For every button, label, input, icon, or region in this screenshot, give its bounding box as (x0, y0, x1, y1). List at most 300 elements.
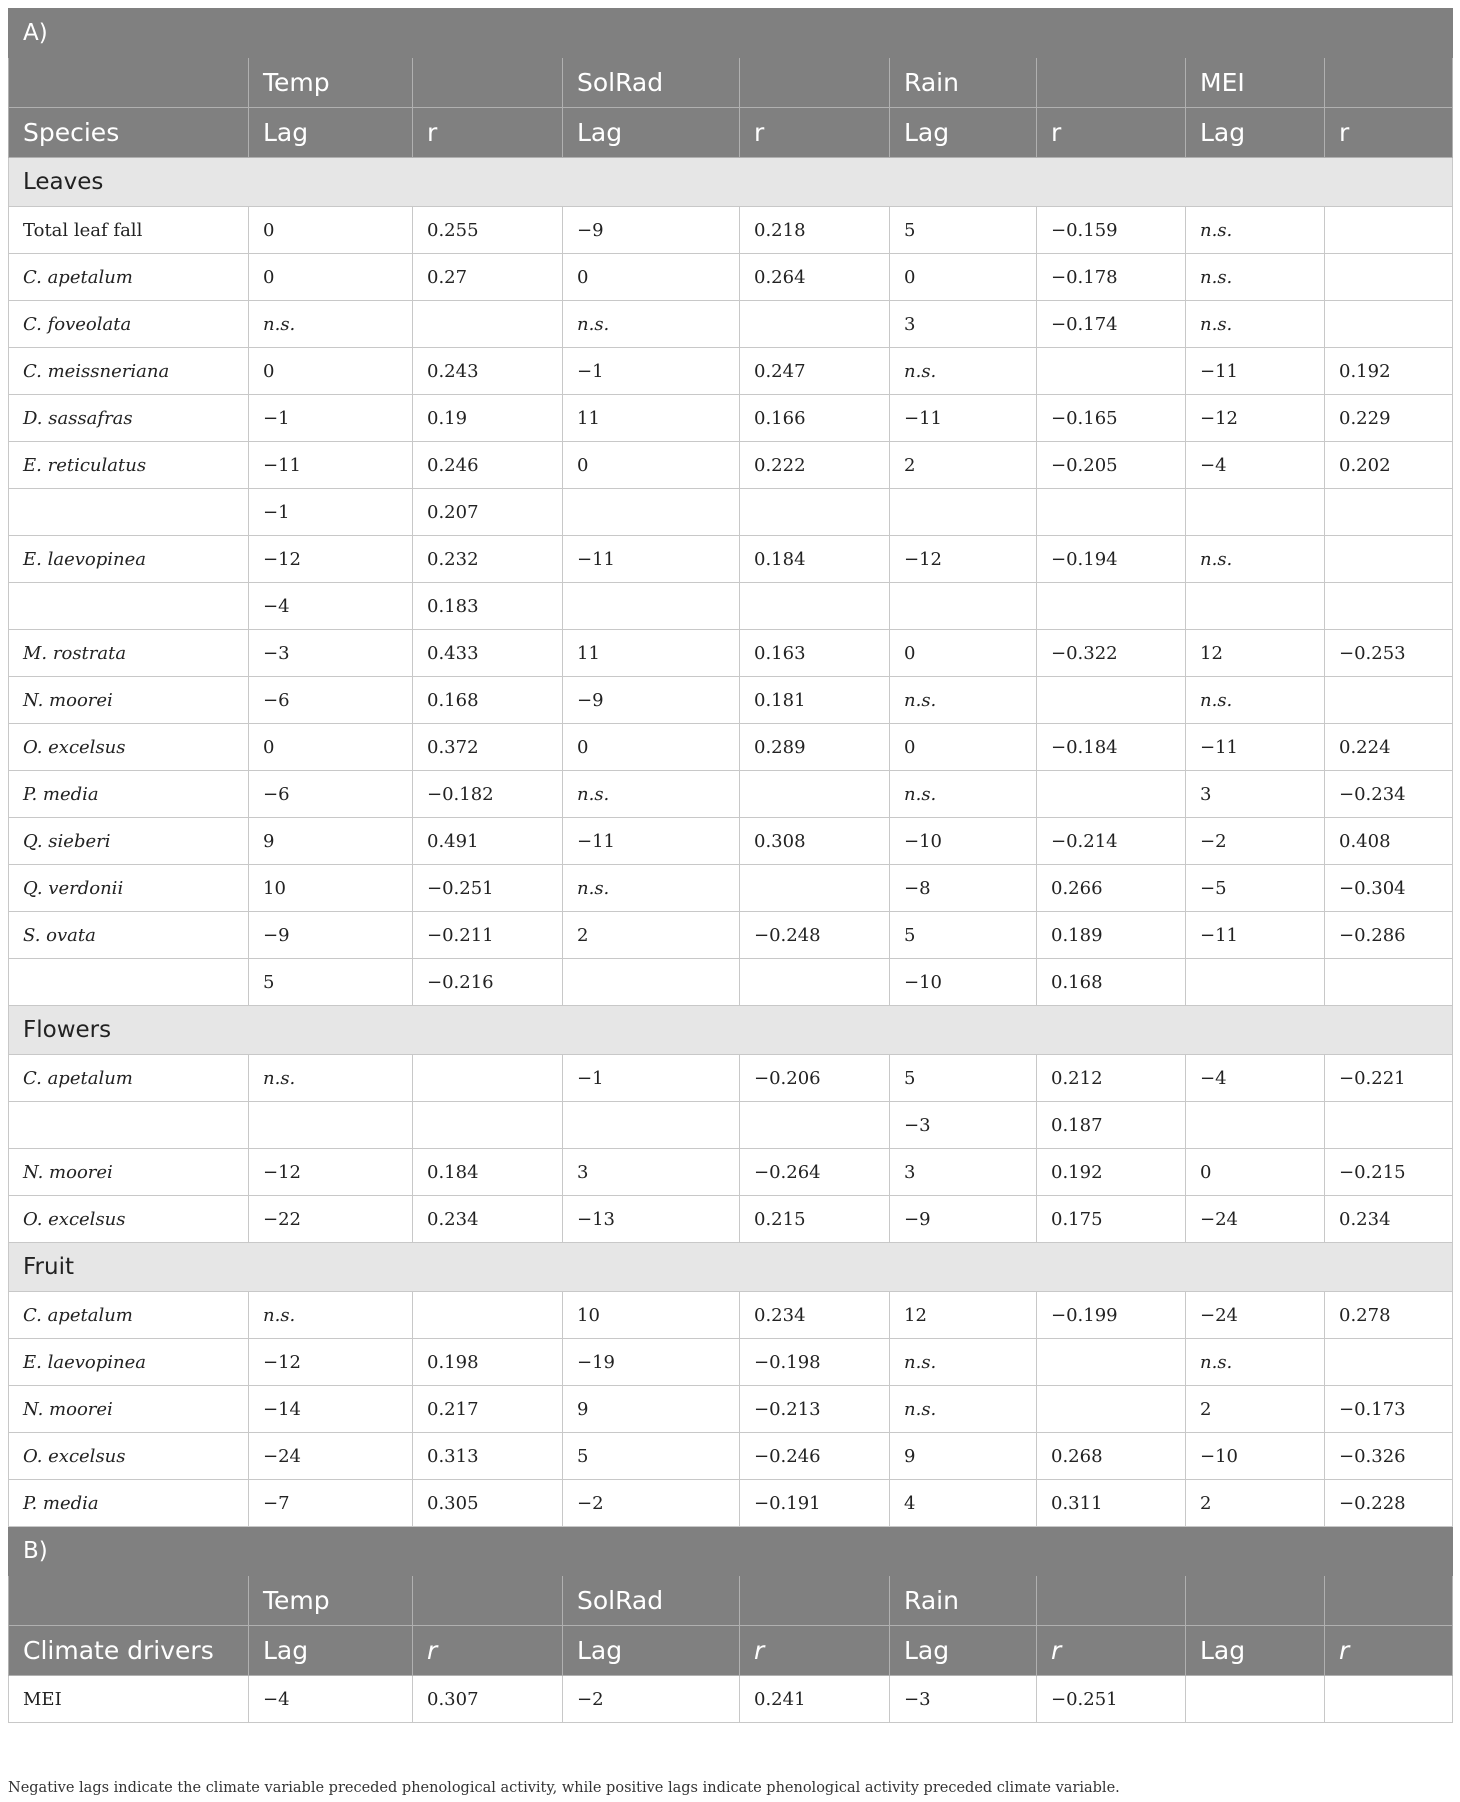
value-cell: −5 (1186, 865, 1325, 912)
column-header-row (9, 1626, 1453, 1676)
species-cell: C. apetalum (9, 1292, 249, 1339)
variable-header (1186, 1576, 1325, 1626)
value-cell (1325, 677, 1453, 724)
value-cell (1037, 583, 1186, 630)
header-blank (1037, 1576, 1186, 1626)
value-cell: −0.248 (740, 912, 890, 959)
value-cell: −0.191 (740, 1480, 890, 1527)
value-cell: −3 (249, 630, 413, 677)
species-cell: D. sassafras (9, 395, 249, 442)
value-cell: 0.234 (1325, 1196, 1453, 1243)
value-cell: −0.178 (1037, 254, 1186, 301)
table-row (9, 865, 1453, 912)
species-cell: O. excelsus (9, 724, 249, 771)
table-row (9, 1676, 1453, 1723)
value-cell: 10 (563, 1292, 740, 1339)
value-cell: −0.173 (1325, 1386, 1453, 1433)
header-blank (413, 58, 563, 108)
group-row (9, 158, 1453, 207)
value-cell: 0.189 (1037, 912, 1186, 959)
value-cell: 0.308 (740, 818, 890, 865)
value-cell: 0 (249, 207, 413, 254)
value-cell: −0.326 (1325, 1433, 1453, 1480)
header-blank (740, 58, 890, 108)
r-header: r (413, 108, 563, 158)
value-cell: −6 (249, 771, 413, 818)
table-row (9, 1339, 1453, 1386)
value-cell: 0.491 (413, 818, 563, 865)
lag-header: Lag (249, 1626, 413, 1676)
value-cell: −0.174 (1037, 301, 1186, 348)
value-cell: −13 (563, 1196, 740, 1243)
value-cell: −11 (1186, 724, 1325, 771)
value-cell (890, 489, 1037, 536)
value-cell: −11 (1186, 348, 1325, 395)
value-cell: −1 (563, 1055, 740, 1102)
value-cell: 0.305 (413, 1480, 563, 1527)
value-cell: −12 (249, 536, 413, 583)
lag-header: Lag (890, 1626, 1037, 1676)
value-cell (563, 489, 740, 536)
table-row (9, 630, 1453, 677)
value-cell: −1 (249, 489, 413, 536)
table-row (9, 301, 1453, 348)
section-a-title-row (9, 9, 1453, 58)
species-cell: O. excelsus (9, 1196, 249, 1243)
value-cell (1325, 583, 1453, 630)
value-cell: 0.247 (740, 348, 890, 395)
value-cell: 0.433 (413, 630, 563, 677)
species-cell: E. reticulatus (9, 442, 249, 489)
value-cell: 0.166 (740, 395, 890, 442)
value-cell: 0 (890, 254, 1037, 301)
species-cell: P. media (9, 771, 249, 818)
table-row (9, 536, 1453, 583)
first-column-header: Species (9, 108, 249, 158)
species-cell: Q. sieberi (9, 818, 249, 865)
r-header: r (1037, 1626, 1186, 1676)
species-cell: C. apetalum (9, 1055, 249, 1102)
table-row (9, 1292, 1453, 1339)
value-cell: −9 (563, 677, 740, 724)
variable-header: SolRad (563, 1576, 740, 1626)
value-cell (1325, 1339, 1453, 1386)
value-cell: n.s. (249, 1292, 413, 1339)
value-cell: −4 (249, 1676, 413, 1723)
value-cell (563, 959, 740, 1006)
value-cell: n.s. (1186, 207, 1325, 254)
value-cell: −4 (249, 583, 413, 630)
value-cell: 0.163 (740, 630, 890, 677)
section-title: B) (9, 1527, 1453, 1576)
table-body (9, 9, 1453, 1723)
value-cell: 2 (890, 442, 1037, 489)
value-cell: 5 (890, 207, 1037, 254)
value-cell (740, 771, 890, 818)
group-row (9, 1006, 1453, 1055)
value-cell (1037, 677, 1186, 724)
value-cell: 0.207 (413, 489, 563, 536)
lag-header: Lag (563, 1626, 740, 1676)
value-cell: −24 (1186, 1292, 1325, 1339)
value-cell: 0.234 (740, 1292, 890, 1339)
value-cell: −0.182 (413, 771, 563, 818)
value-cell: −0.304 (1325, 865, 1453, 912)
value-cell: 10 (249, 865, 413, 912)
value-cell: 0.243 (413, 348, 563, 395)
value-cell (563, 1102, 740, 1149)
lag-header: Lag (1186, 1626, 1325, 1676)
species-cell: Total leaf fall (9, 207, 249, 254)
value-cell: 0.184 (413, 1149, 563, 1196)
value-cell: 5 (249, 959, 413, 1006)
r-header: r (740, 108, 890, 158)
species-cell: C. apetalum (9, 254, 249, 301)
value-cell: 12 (1186, 630, 1325, 677)
value-cell: −4 (1186, 442, 1325, 489)
value-cell: 0 (249, 724, 413, 771)
value-cell: 0.168 (413, 677, 563, 724)
species-cell: S. ovata (9, 912, 249, 959)
value-cell (1325, 207, 1453, 254)
value-cell: −0.253 (1325, 630, 1453, 677)
value-cell: n.s. (890, 348, 1037, 395)
species-cell: C. foveolata (9, 301, 249, 348)
value-cell (1037, 489, 1186, 536)
value-cell: 0 (563, 442, 740, 489)
value-cell: −2 (563, 1480, 740, 1527)
table-row (9, 1386, 1453, 1433)
table-container (8, 8, 1452, 1723)
value-cell: n.s. (563, 771, 740, 818)
value-cell: −12 (890, 536, 1037, 583)
r-header: r (1325, 1626, 1453, 1676)
table-row (9, 771, 1453, 818)
value-cell: 0.232 (413, 536, 563, 583)
species-cell: P. media (9, 1480, 249, 1527)
value-cell: −4 (1186, 1055, 1325, 1102)
value-cell (1186, 489, 1325, 536)
species-cell: O. excelsus (9, 1433, 249, 1480)
value-cell: 0.289 (740, 724, 890, 771)
variable-header: Rain (890, 58, 1037, 108)
value-cell: 2 (1186, 1480, 1325, 1527)
value-cell: 0.234 (413, 1196, 563, 1243)
value-cell: 0.266 (1037, 865, 1186, 912)
value-cell (740, 959, 890, 1006)
first-column-header: Climate drivers (9, 1626, 249, 1676)
value-cell: −3 (890, 1676, 1037, 1723)
value-cell: −0.198 (740, 1339, 890, 1386)
value-cell: 12 (890, 1292, 1037, 1339)
value-cell: n.s. (890, 771, 1037, 818)
table-row (9, 677, 1453, 724)
table-row (9, 1055, 1453, 1102)
table-row (9, 395, 1453, 442)
value-cell (413, 1102, 563, 1149)
value-cell: 0 (1186, 1149, 1325, 1196)
value-cell: n.s. (1186, 536, 1325, 583)
value-cell: 0.212 (1037, 1055, 1186, 1102)
value-cell: −9 (563, 207, 740, 254)
value-cell: 0.215 (740, 1196, 890, 1243)
value-cell: 3 (890, 301, 1037, 348)
header-blank (9, 1576, 249, 1626)
value-cell: 11 (563, 630, 740, 677)
value-cell: −14 (249, 1386, 413, 1433)
value-cell: −22 (249, 1196, 413, 1243)
value-cell: −0.214 (1037, 818, 1186, 865)
value-cell: −0.251 (413, 865, 563, 912)
value-cell: −11 (249, 442, 413, 489)
value-cell: n.s. (563, 865, 740, 912)
species-cell (9, 959, 249, 1006)
variable-header: MEI (1186, 58, 1325, 108)
header-blank (1325, 58, 1453, 108)
value-cell: −0.251 (1037, 1676, 1186, 1723)
value-cell (413, 1292, 563, 1339)
value-cell: 0.264 (740, 254, 890, 301)
value-cell: 0 (890, 630, 1037, 677)
value-cell: 0.202 (1325, 442, 1453, 489)
variable-header: SolRad (563, 58, 740, 108)
value-cell: 0 (563, 724, 740, 771)
table-row (9, 348, 1453, 395)
variable-header: Rain (890, 1576, 1037, 1626)
value-cell: −0.213 (740, 1386, 890, 1433)
value-cell: −3 (890, 1102, 1037, 1149)
table-row (9, 489, 1453, 536)
species-cell (9, 583, 249, 630)
variable-header-row (9, 58, 1453, 108)
value-cell: −11 (563, 818, 740, 865)
species-cell: M. rostrata (9, 630, 249, 677)
value-cell: n.s. (890, 1386, 1037, 1433)
group-row (9, 1243, 1453, 1292)
value-cell: −10 (890, 959, 1037, 1006)
value-cell (1186, 959, 1325, 1006)
header-blank (740, 1576, 890, 1626)
r-header: r (413, 1626, 563, 1676)
value-cell: 0 (563, 254, 740, 301)
value-cell: −11 (563, 536, 740, 583)
value-cell: 0.19 (413, 395, 563, 442)
value-cell: −0.322 (1037, 630, 1186, 677)
table-row (9, 1433, 1453, 1480)
value-cell: 5 (890, 912, 1037, 959)
value-cell: 0.218 (740, 207, 890, 254)
lag-header: Lag (563, 108, 740, 158)
value-cell: −0.165 (1037, 395, 1186, 442)
value-cell (1325, 489, 1453, 536)
value-cell: −1 (563, 348, 740, 395)
value-cell: 0.181 (740, 677, 890, 724)
lag-header: Lag (890, 108, 1037, 158)
value-cell: −0.264 (740, 1149, 890, 1196)
value-cell: −11 (1186, 912, 1325, 959)
value-cell: 0.27 (413, 254, 563, 301)
section-b-title-row (9, 1527, 1453, 1576)
species-cell: N. moorei (9, 1149, 249, 1196)
header-blank (413, 1576, 563, 1626)
value-cell (1186, 1676, 1325, 1723)
footnote: Negative lags indicate the climate variable preceded phenological activity, while positive lags indicate phenological activity preceded climate variable. (8, 1780, 1120, 1796)
value-cell: n.s. (1186, 677, 1325, 724)
value-cell: −0.228 (1325, 1480, 1453, 1527)
value-cell: 9 (249, 818, 413, 865)
value-cell: n.s. (1186, 1339, 1325, 1386)
value-cell: n.s. (563, 301, 740, 348)
header-blank (9, 58, 249, 108)
value-cell: 3 (890, 1149, 1037, 1196)
value-cell: n.s. (890, 677, 1037, 724)
value-cell: −10 (890, 818, 1037, 865)
value-cell: −6 (249, 677, 413, 724)
value-cell (1037, 771, 1186, 818)
value-cell (1325, 1676, 1453, 1723)
value-cell: 0.255 (413, 207, 563, 254)
value-cell: −12 (249, 1149, 413, 1196)
r-header: r (1325, 108, 1453, 158)
value-cell (740, 583, 890, 630)
value-cell (1037, 1386, 1186, 1433)
species-cell (9, 489, 249, 536)
value-cell (1325, 959, 1453, 1006)
header-blank (1037, 58, 1186, 108)
table-row (9, 959, 1453, 1006)
value-cell: −0.286 (1325, 912, 1453, 959)
table-row (9, 1149, 1453, 1196)
value-cell: 0 (249, 348, 413, 395)
column-header-row (9, 108, 1453, 158)
driver-cell: MEI (9, 1676, 249, 1723)
table-row (9, 912, 1453, 959)
value-cell: 5 (890, 1055, 1037, 1102)
value-cell (1325, 254, 1453, 301)
table-row (9, 1102, 1453, 1149)
species-cell: E. laevopinea (9, 536, 249, 583)
value-cell: 0.222 (740, 442, 890, 489)
value-cell: 0.268 (1037, 1433, 1186, 1480)
table-row (9, 207, 1453, 254)
value-cell: −8 (890, 865, 1037, 912)
value-cell (740, 489, 890, 536)
value-cell (1325, 1102, 1453, 1149)
group-label: Fruit (9, 1243, 1453, 1292)
value-cell: 4 (890, 1480, 1037, 1527)
value-cell: −0.184 (1037, 724, 1186, 771)
species-cell: C. meissneriana (9, 348, 249, 395)
value-cell: −24 (1186, 1196, 1325, 1243)
value-cell (249, 1102, 413, 1149)
value-cell: −9 (249, 912, 413, 959)
value-cell: 0.217 (413, 1386, 563, 1433)
table-row (9, 724, 1453, 771)
value-cell: −19 (563, 1339, 740, 1386)
value-cell: 9 (563, 1386, 740, 1433)
value-cell (1325, 301, 1453, 348)
value-cell: n.s. (1186, 254, 1325, 301)
value-cell (1186, 583, 1325, 630)
value-cell: 5 (563, 1433, 740, 1480)
value-cell: 0.278 (1325, 1292, 1453, 1339)
table-row (9, 442, 1453, 489)
value-cell: −0.205 (1037, 442, 1186, 489)
lag-header: Lag (1186, 108, 1325, 158)
species-cell: Q. verdonii (9, 865, 249, 912)
value-cell: −24 (249, 1433, 413, 1480)
value-cell: −0.206 (740, 1055, 890, 1102)
table-row (9, 583, 1453, 630)
value-cell: n.s. (249, 1055, 413, 1102)
value-cell: −2 (1186, 818, 1325, 865)
variable-header: Temp (249, 1576, 413, 1626)
value-cell: 11 (563, 395, 740, 442)
table-row (9, 1196, 1453, 1243)
value-cell: −0.234 (1325, 771, 1453, 818)
value-cell: n.s. (1186, 301, 1325, 348)
value-cell: 0.175 (1037, 1196, 1186, 1243)
species-cell: N. moorei (9, 677, 249, 724)
value-cell: 2 (563, 912, 740, 959)
table-row (9, 818, 1453, 865)
value-cell (563, 583, 740, 630)
value-cell: 9 (890, 1433, 1037, 1480)
value-cell: 0.224 (1325, 724, 1453, 771)
value-cell: 0.408 (1325, 818, 1453, 865)
value-cell: 0.198 (413, 1339, 563, 1386)
value-cell: 0 (890, 724, 1037, 771)
value-cell: 0.241 (740, 1676, 890, 1723)
value-cell: 0.183 (413, 583, 563, 630)
value-cell: 0.311 (1037, 1480, 1186, 1527)
section-title: A) (9, 9, 1453, 58)
value-cell: 0.187 (1037, 1102, 1186, 1149)
value-cell: 2 (1186, 1386, 1325, 1433)
value-cell (1037, 348, 1186, 395)
value-cell: 3 (1186, 771, 1325, 818)
header-blank (1325, 1576, 1453, 1626)
value-cell: −0.211 (413, 912, 563, 959)
value-cell (890, 583, 1037, 630)
species-cell: N. moorei (9, 1386, 249, 1433)
value-cell (1325, 536, 1453, 583)
value-cell: 3 (563, 1149, 740, 1196)
value-cell: −12 (1186, 395, 1325, 442)
lag-header: Lag (249, 108, 413, 158)
r-header: r (1037, 108, 1186, 158)
value-cell: n.s. (249, 301, 413, 348)
group-label: Flowers (9, 1006, 1453, 1055)
value-cell: −0.246 (740, 1433, 890, 1480)
value-cell (740, 301, 890, 348)
species-cell (9, 1102, 249, 1149)
variable-header-row (9, 1576, 1453, 1626)
value-cell: n.s. (890, 1339, 1037, 1386)
value-cell: 0.168 (1037, 959, 1186, 1006)
value-cell (740, 865, 890, 912)
value-cell: 0.372 (413, 724, 563, 771)
group-label: Leaves (9, 158, 1453, 207)
value-cell: 0.246 (413, 442, 563, 489)
value-cell: 0.307 (413, 1676, 563, 1723)
value-cell (413, 1055, 563, 1102)
value-cell: −12 (249, 1339, 413, 1386)
value-cell: −0.221 (1325, 1055, 1453, 1102)
variable-header: Temp (249, 58, 413, 108)
value-cell: −0.215 (1325, 1149, 1453, 1196)
value-cell: −2 (563, 1676, 740, 1723)
